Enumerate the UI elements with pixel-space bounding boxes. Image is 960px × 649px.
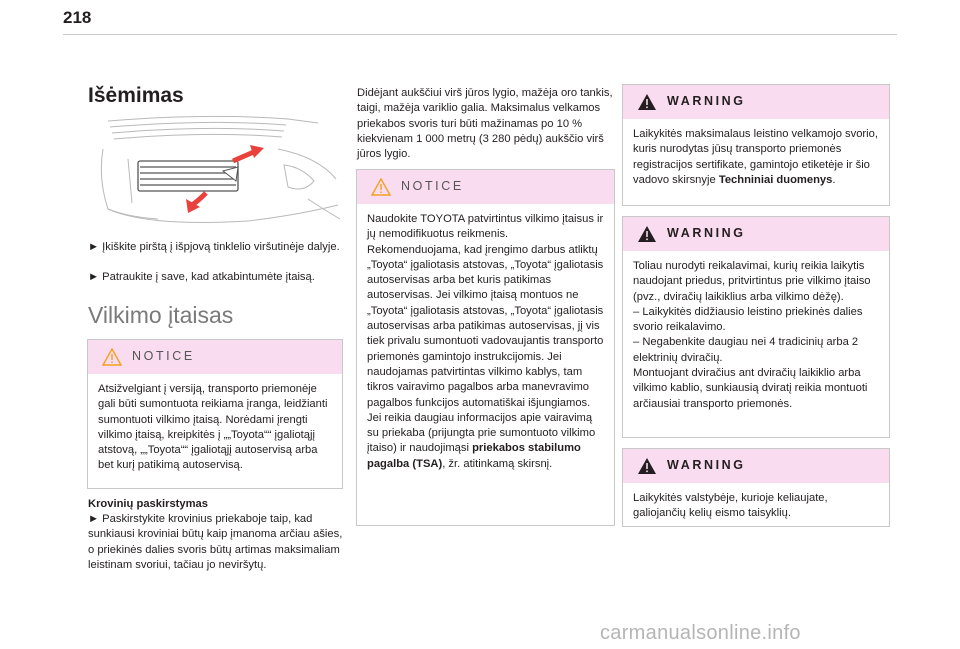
section-title-towing-device: Vilkimo įtaisas — [88, 302, 234, 328]
warning-line: – Laikykitės didžiausio leistino priekinės dalies svorio reikalavimo. — [633, 305, 863, 334]
page-number: 218 — [63, 8, 92, 27]
warning-line: Montuojant dviračius ant dviračių laikiklio arba vilkimo kablio, sunkiausią dviratį reikia montuoti arčiausiai transporto priemonės. — [633, 367, 868, 410]
notice-text-part: , žr. atitinkamą skirsnį. — [442, 457, 553, 470]
warning-triangle-icon — [637, 93, 657, 111]
notice-header — [357, 170, 614, 204]
load-distribution-title: Krovinių paskirstymas — [88, 498, 209, 510]
warning-line: – Negabenkite daugiau nei 4 tradicinių arba 2 elektrinių dviračių. — [633, 336, 859, 364]
warning-label: WARNING — [667, 94, 746, 108]
warning-box — [622, 84, 890, 206]
warning-text — [623, 251, 889, 420]
warning-header — [623, 449, 889, 483]
notice-label: NOTICE — [401, 179, 464, 193]
warning-header — [623, 85, 889, 119]
caution-triangle-icon — [371, 178, 391, 196]
warning-text-part: Laikykitės maksimalaus leistino velkamojo svorio, kuris nurodytas jūsų transporto priemonės registracijos sertifikate, gamintojo etiketėje ir šio vadovo skirsnyje — [633, 128, 878, 186]
altitude-text: Didėjant aukščiui virš jūros lygio, mažėja oro tankis, taigi, mažėja variklio galia. Maksimalus velkamos priekabos svoris turi būti mažinamas po 10 % kiekvienam 1 000 metrų (3 280 pėdų) aukščio virš jūros lygio. — [357, 87, 613, 161]
warning-header — [623, 217, 889, 251]
technical-data-reference: Techniniai duomenys — [718, 173, 833, 186]
notice-text: Atsižvelgiant į versiją, transporto priemonėje gali būti sumontuota reikiama įranga, leidžianti sumontuoti vilkimo įtaisą. Norėdami įrengti vilkimo įtaisą, kreipkitės į „„Toyota““ įgaliotąjį atstovą, „„Toyota““ įgaliotąjį autoservisą arba bet kurį patikimą autoservisą. — [98, 383, 328, 472]
warning-label: WARNING — [667, 458, 746, 472]
top-divider — [63, 34, 897, 35]
warning-triangle-icon — [637, 225, 657, 243]
tsa-reference: priekabos stabilumo pagalba (TSA) — [367, 442, 581, 470]
warning-label: WARNING — [667, 226, 746, 240]
watermark: carmanualsonline.info — [600, 622, 801, 644]
notice-box — [87, 339, 343, 489]
grille-removal-illustration — [88, 109, 342, 232]
warning-triangle-icon — [637, 457, 657, 475]
notice-text-part: Naudokite TOYOTA patvirtintus vilkimo įtaisus ir jų nemodifikuotus reikmenis. Rekomenduojama, kad įrengimo darbus atliktų „Toyota“ įgaliotasis atstovas, „Toyota“ įgaliotasis autoservisas arba bet kuris patikimas autoservisas. Jei vilkimo įtaisą montuos ne „Toyota“ įgaliotasis atstovas, „Toyota“ įgaliotasis autoservisas arba patikimas autoservisas, jį vis tiek privalu sumontuoti vadovaujantis transporto priemonės gamintojo instrukcijomis. Jei naudojamas patvirtintas vilkimo kablys, tam tikros vairavimo pagalbos arba manevravimo pagalbos funkcijos automatiškai išjungiamos. Jei reikia daugiau informacijos apie vairavimą su priekaba (prijungta prie sumontuoto vilkimo įtaiso) ir naudojimąsi — [367, 213, 604, 455]
caution-triangle-icon — [102, 348, 122, 366]
warning-text — [623, 119, 889, 196]
section-title-removal: Išėmimas — [88, 84, 184, 107]
notice-label: NOTICE — [132, 349, 195, 363]
warning-box — [622, 216, 890, 438]
step-text: ► Įkiškite pirštą į išpjovą tinklelio viršutinėje dalyje. — [88, 241, 340, 253]
notice-text — [357, 204, 614, 480]
notice-header — [88, 340, 342, 374]
warning-text: Laikykitės valstybėje, kurioje keliaujate, galiojančių kelių eismo taisyklių. — [633, 492, 828, 520]
warning-line: Toliau nurodyti reikalavimai, kurių reikia laikytis naudojant priedus, pritvirtintus prie vilkimo įtaiso (pvz., dviračių laikiklius arba vilkimo dėžę). — [633, 260, 871, 303]
notice-box — [356, 169, 615, 526]
warning-text-part: . — [832, 173, 836, 186]
warning-box — [622, 448, 890, 527]
load-distribution-text: ► Paskirstykite krovinius priekaboje taip, kad sunkiausi kroviniai būtų kaip įmanoma arčiau ašies, o priekinės dalies svoris būtų artimas maksimaliam leistinam svoriui, tačiau jo neviršytų. — [88, 513, 343, 571]
step-text: ► Patraukite į save, kad atkabintumėte įtaisą. — [88, 271, 315, 283]
